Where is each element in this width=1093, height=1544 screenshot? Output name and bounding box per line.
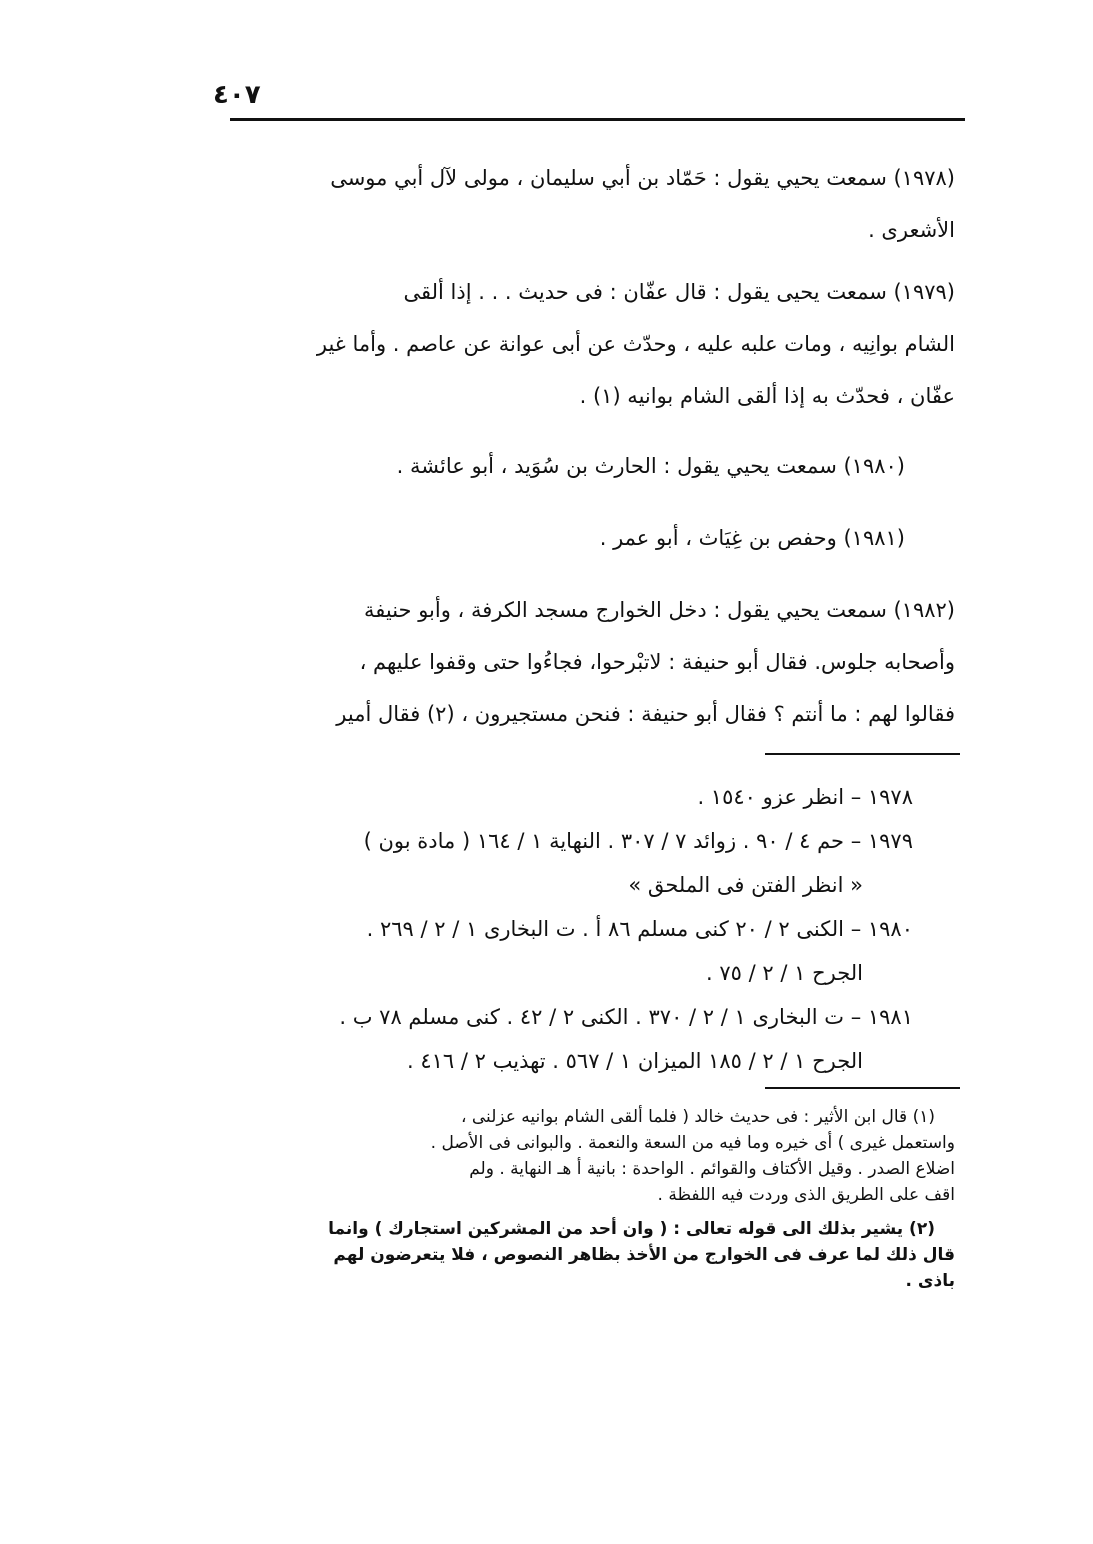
reference-line: الجرح ١ / ٢ / ١٨٥ الميزان ١ / ٥٦٧ . تهذيب ٢ / ٤١٦ .	[407, 1049, 863, 1073]
footnote-line: قال ذلك لما عرف فى الخوارج من الأخذ بظاهر النصوص ، فلا يتعرضون لهم	[333, 1245, 955, 1265]
entry-line: (١٩٧٨) سمعت يحيي يقول : حَمّاد بن أبي سليمان ، مولى لآل أبي موسى	[330, 166, 955, 190]
entry-line: فقالوا لهم : ما أنتم ؟ فقال أبو حنيفة : فنحن مستجيرون ، (٢) فقال أمير	[336, 702, 955, 726]
footnote-line: (١) قال ابن الأثير : فى حديث خالد ( فلما ألقى الشام بوانيه عزلنى ،	[461, 1107, 935, 1127]
entry-line: (١٩٧٩) سمعت يحيى يقول : قال عفّان : فى حديث . . . إذا ألقى	[403, 280, 955, 304]
footnote-2	[195, 1216, 955, 1294]
footnote-line: اضلاع الصدر . وقيل الأكتاف والقوائم . الواحدة : بانية أ هـ النهاية . ولم	[469, 1159, 955, 1179]
reference-line: ١٩٨١ – ت البخارى ١ / ٢ / ٣٧٠ . الكنى ٢ / ٤٢ . كنى مسلم ٧٨ ب .	[339, 1005, 913, 1029]
reference-line: « انظر الفتن فى الملحق »	[628, 873, 863, 897]
footnote-1	[195, 1104, 955, 1208]
references	[173, 775, 913, 1083]
entry-1981	[205, 512, 905, 564]
entry-1978	[195, 152, 955, 256]
page-number: ٤٠٧	[213, 80, 261, 110]
reference-line: ١٩٧٨ – انظر عزو ١٥٤٠ .	[697, 785, 913, 809]
footnotes-rule	[765, 1087, 960, 1089]
reference-line: ١٩٨٠ – الكنى ٢ / ٢٠ كنى مسلم ٨٦ أ . ت البخارى ١ / ٢ / ٢٦٩ .	[366, 917, 913, 941]
entry-line: (١٩٨٠) سمعت يحيي يقول : الحارث بن سُوَيد ، أبو عائشة .	[396, 454, 905, 478]
footnote-line: باذى .	[905, 1271, 955, 1291]
entry-1980	[205, 440, 905, 492]
footnote-line: اقف على الطريق الذى وردت فيه اللفظة .	[657, 1185, 955, 1205]
entry-line: الأشعرى .	[868, 218, 955, 242]
entry-line: عفّان ، فحدّث به إذا ألقى الشام بوانيه (١) .	[579, 384, 955, 408]
references-rule	[765, 753, 960, 755]
entry-line: الشام بوانِيه ، ومات علبه عليه ، وحدّث عن أبى عوانة عن عاصم . وأما غير	[316, 332, 955, 356]
entry-1982	[195, 584, 955, 740]
entry-line: (١٩٨١) وحفص بن غِيَاث ، أبو عمر .	[599, 526, 905, 550]
reference-line: الجرح ١ / ٢ / ٧٥ .	[706, 961, 863, 985]
header-rule	[230, 118, 965, 121]
footnote-line: (٢) يشير بذلك الى قوله تعالى : ( وان أحد من المشركين استجارك ) وانما	[328, 1219, 935, 1239]
footnote-line: واستعمل غيرى ) أى خيره وما فيه من السعة والنعمة . والبوانى فى الأصل .	[430, 1133, 955, 1153]
entry-line: وأصحابه جلوس. فقال أبو حنيفة : لاتبْرحوا، فجاءُوا حتى وقفوا عليهم ،	[359, 650, 955, 674]
reference-line: ١٩٧٩ – حم ٤ / ٩٠ . زوائد ٧ / ٣٠٧ . النهاية ١ / ١٦٤ ( مادة بون )	[363, 829, 913, 853]
entry-line: (١٩٨٢) سمعت يحيي يقول : دخل الخوارج مسجد الكرفة ، وأبو حنيفة	[364, 598, 955, 622]
footnotes	[195, 1104, 955, 1294]
entry-1979	[195, 266, 955, 422]
